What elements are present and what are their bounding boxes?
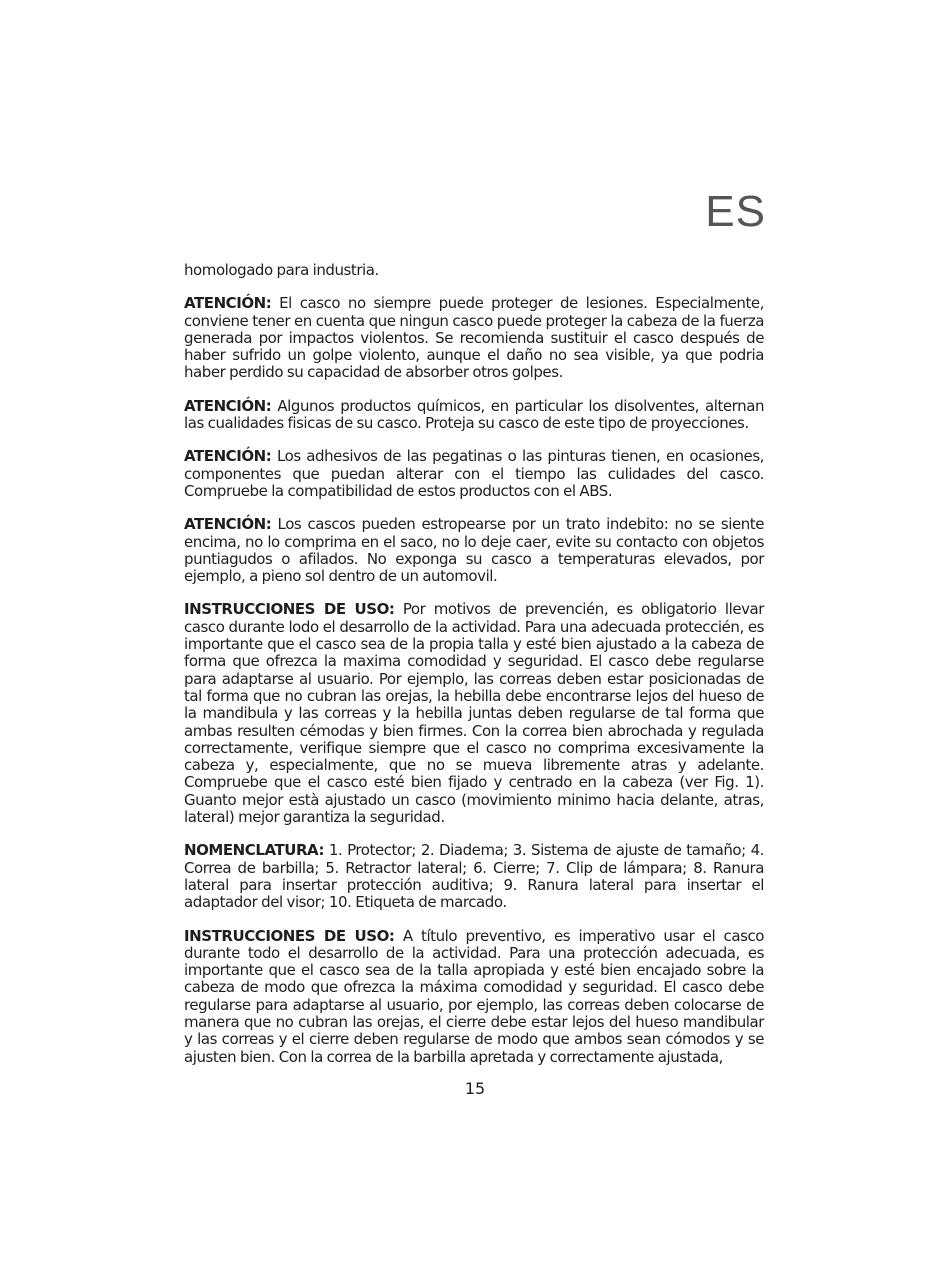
- language-code: ES: [705, 187, 766, 236]
- paragraph-heading: ATENCIÓN:: [184, 447, 272, 466]
- paragraph-atencion-trato: [184, 516, 764, 585]
- paragraph-atencion-adhesivos: [184, 448, 764, 500]
- paragraph-heading: INSTRUCCIONES DE USO:: [184, 600, 395, 619]
- paragraph-heading: INSTRUCCIONES DE USO:: [184, 926, 395, 945]
- paragraph-text: 1. Protector; 2. Diadema; 3. Sistema de ajuste de tamaño; 4. Correa de barbilla; 5. Retractor lateral; 6. Cierre; 7. Clip de lámpara; 8. Ranura lateral para insertar protección auditiva; 9. Ranura lateral para insertar el adaptador del visor; 10. Etiqueta de marcado.: [184, 841, 764, 912]
- paragraph-instrucciones-uso-1: [184, 601, 764, 826]
- paragraph-instrucciones-uso-2: [184, 928, 764, 1066]
- paragraph-atencion-lesiones: [184, 295, 764, 381]
- paragraph-text: A título preventivo, es imperativo usar el casco durante todo el desarrollo de la actividad. Para una protección adecuada, es importante que el casco sea de la talla apropiada y esté bien encajado sobre la cabeza de modo que ofrezca la máxima comodidad y seguridad. El casco debe regularse para adaptarse al usuario, por ejemplo, las correas deben colocarse de manera que no cubran las orejas, el cierre debe estar lejos del hueso mandibular y las correas y el cierre deben regularse de modo que ambos sean cómodos y se ajusten bien. Con la correa de la barbilla apretada y correctamente ajustada,: [184, 926, 764, 1066]
- paragraph-homologado: [184, 262, 764, 279]
- page-number: 15: [464, 1079, 486, 1098]
- paragraph-atencion-quimicos: [184, 398, 764, 433]
- document-body: [184, 262, 764, 1082]
- paragraph-heading: ATENCIÓN:: [184, 294, 272, 313]
- paragraph-heading: ATENCIÓN:: [184, 396, 272, 415]
- paragraph-nomenclatura: [184, 842, 764, 911]
- paragraph-text: homologado para industria.: [184, 261, 379, 279]
- paragraph-heading: ATENCIÓN:: [184, 515, 272, 534]
- paragraph-heading: NOMENCLATURA:: [184, 841, 325, 860]
- paragraph-text: Los cascos pueden estropearse por un trato indebito: no se siente encima, no lo comprima en el saco, no lo deje caer, evite su contacto con objetos puntiagudos o afilados. No exponga su casco a temperaturas elevados, por ejemplo, a pieno sol dentro de un automovil.: [184, 515, 764, 586]
- paragraph-text: Los adhesivos de las pegatinas o las pinturas tienen, en ocasiones, componentes que puedan alterar con el tiempo las culidades del casco. Compruebe la compatibilidad de estos productos con el ABS.: [184, 447, 765, 500]
- paragraph-text: Algunos productos químicos, en particular los disolventes, alternan las cualidades fisicas de su casco. Proteja su casco de este tipo de proyecciones.: [184, 396, 764, 433]
- paragraph-text: El casco no siempre puede proteger de lesiones. Especialmente, conviene tener en cuenta que ningun casco puede proteger la cabeza de la fuerza generada por impactos violentos. Se recomienda sustituir el casco después de haber sufrido un golpe violento, aunque el daño no sea visible, ya que podria haber perdido su capacidad de absorber otros golpes.: [184, 294, 764, 382]
- paragraph-text: Por motivos de prevencién, es obligatorio llevar casco durante lodo el desarrollo de la actividad. Para una adecuada proteccién, es importante que el casco sea de la propia talla y esté bien ajustado a la cabeza de forma que ofrezca la maxima comodidad y seguridad. El casco debe regularse para adaptarse al usuario. Por ejemplo, las correas deben estar posicionadas de tal forma que no cubran las orejas, la hebilla debe encontrarse lejos del hueso de la mandibula y las correas y la hebilla juntas deben regularse de tal forma que ambas resulten cémodas y bien firmes. Con la correa bien abrochada y regulada correctamente, verifique siempre que el casco no comprima excesivamente la cabeza y, especialmente, que no se mueva libremente atras y adelante. Compruebe que el casco esté bien fijado y centrado en la cabeza (ver Fig. 1). Guanto mejor està ajustado un casco (movimiento minimo hacia delante, atras, lateral) mejor garantiza la seguridad.: [184, 600, 764, 827]
